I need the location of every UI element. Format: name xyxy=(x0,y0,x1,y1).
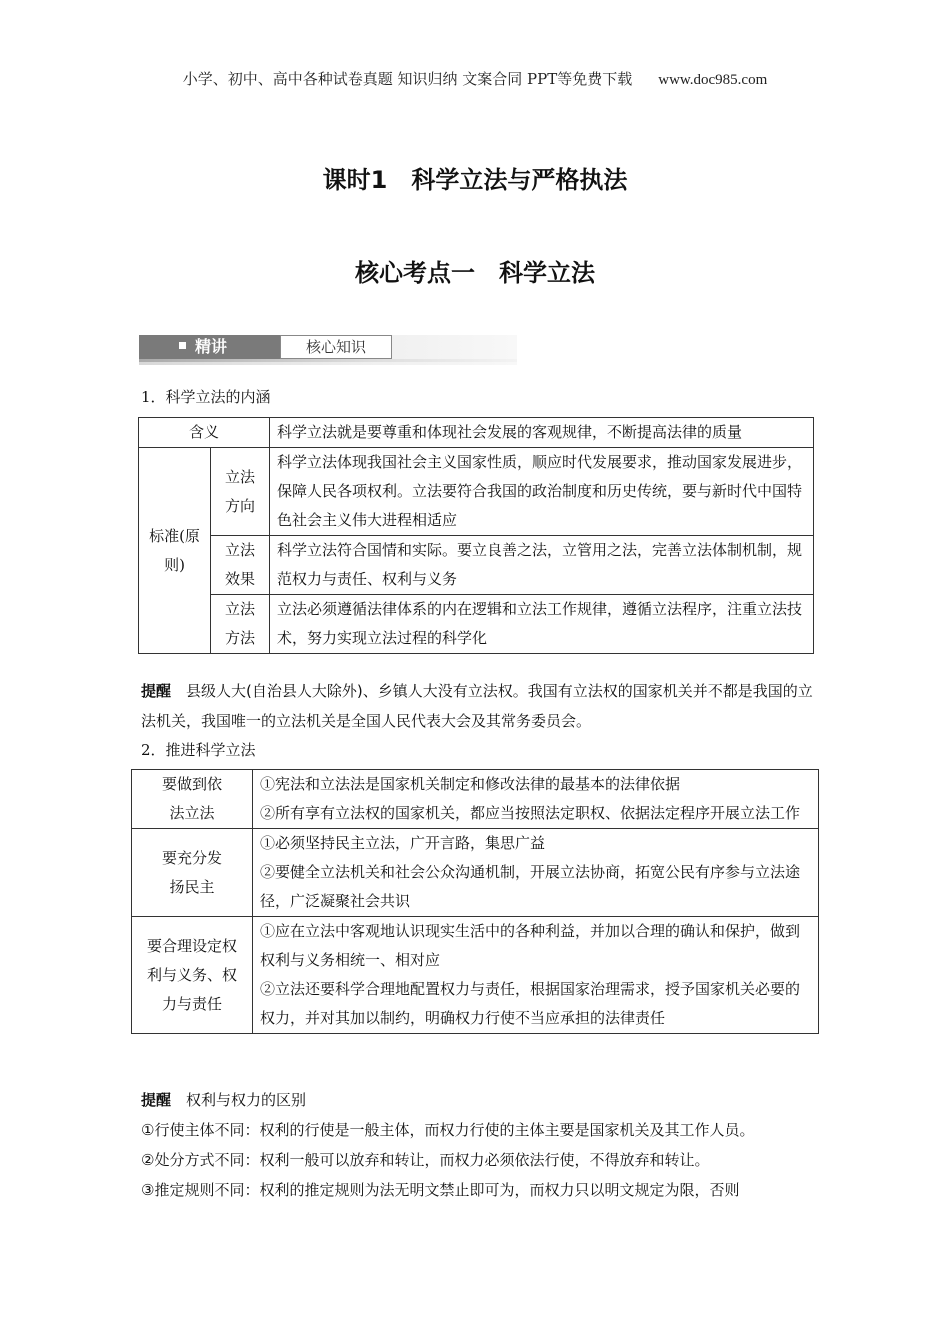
banner-tag xyxy=(139,335,280,359)
meaning-text: 科学立法就是要尊重和体现社会发展的客观规律，不断提高法律的质量 xyxy=(270,418,814,448)
topic-subtitle: 核心考点一 科学立法 xyxy=(355,259,595,287)
standard-label xyxy=(139,448,211,654)
lesson-title: 课时1 科学立法与严格执法 xyxy=(322,166,628,194)
row-label xyxy=(132,829,253,917)
row-label xyxy=(132,917,253,1034)
row-text: 立法必须遵循法律体系的内在逻辑和立法工作规律，遵循立法程序，注重立法技术，努力实现立法过程的科学化 xyxy=(270,595,814,654)
section-banner xyxy=(139,335,517,365)
table-row xyxy=(139,536,814,595)
banner-underline xyxy=(139,359,517,362)
list-item: ③推定规则不同：权利的推定规则为法无明文禁止即可为，而权力只以明文规定为限，否则 xyxy=(141,1181,740,1199)
legislation-meaning-table xyxy=(138,417,814,654)
advance-legislation-table xyxy=(131,769,819,1034)
list-item: ①应在立法中客观地认识现实生活中的各种利益，并加以合理的确认和保护，做到权利与义务相统一、相对应 xyxy=(260,922,801,969)
table-row xyxy=(139,448,814,536)
square-bullet-icon xyxy=(179,342,186,349)
row-content xyxy=(253,829,819,917)
list-item: ①行使主体不同：权利的行使是一般主体，而权力行使的主体主要是国家机关及其工作人员。 xyxy=(141,1121,755,1139)
section1-heading: 1．科学立法的内涵 xyxy=(141,388,271,406)
reminder-text: 县级人大(自治县人大除外)、乡镇人大没有立法权。我国有立法权的国家机关并不都是我国的立法机关，我国唯一的立法机关是全国人民代表大会及其常务委员会。 xyxy=(141,682,813,730)
table-row xyxy=(132,917,819,1034)
table-row xyxy=(132,770,819,829)
row-label-text: 要充分发扬民主 xyxy=(161,848,222,896)
reminder-title: 权利与权力的区别 xyxy=(186,1091,307,1109)
row-text: 科学立法体现我国社会主义国家性质，顺应时代发展要求，推动国家发展进步，保障人民各项权利。立法要符合我国的政治制度和历史传统，要与新时代中国特色社会主义伟大进程相适应 xyxy=(270,448,814,536)
row-label xyxy=(211,536,270,595)
row-label-text: 要合理设定权利与义务、权力与责任 xyxy=(146,936,237,1013)
meaning-label: 含义 xyxy=(139,418,270,448)
table-row xyxy=(139,418,814,448)
page-header-watermark xyxy=(0,68,950,89)
list-item: ②立法还要科学合理地配置权力与责任，根据国家治理需求，授予国家机关必要的权力，并对其加以制约，明确权力行使不当应承担的法律责任 xyxy=(260,980,801,1027)
table-row xyxy=(132,829,819,917)
list-item: ②所有享有立法权的国家机关，都应当按照法定职权、依据法定程序开展立法工作 xyxy=(260,804,801,822)
list-item: ①宪法和立法法是国家机关制定和修改法律的最基本的法律依据 xyxy=(260,775,681,793)
row-content xyxy=(253,917,819,1034)
section2-heading: 2．推进科学立法 xyxy=(141,741,256,759)
list-item: ①必须坚持民主立法，广开言路，集思广益 xyxy=(260,834,546,852)
reminder-heading xyxy=(141,1085,826,1115)
row-content xyxy=(253,770,819,829)
row-label-text: 立法方向 xyxy=(224,467,255,515)
banner-label: 核心知识 xyxy=(280,335,392,359)
watermark-url: www.doc985.com xyxy=(658,72,768,88)
banner-tag-text: 精讲 xyxy=(195,337,228,356)
list-item: ②要健全立法机关和社会公众沟通机制，开展立法协商，拓宽公民有序参与立法途径，广泛凝聚社会共识 xyxy=(260,863,801,910)
watermark-text: 小学、初中、高中各种试卷真题 知识归纳 文案合同 PPT等免费下载 xyxy=(182,70,633,88)
reminder-1 xyxy=(141,676,816,736)
row-label-text: 立法方法 xyxy=(224,600,255,647)
row-label xyxy=(211,595,270,654)
standard-label-text: 标准(原则) xyxy=(149,526,200,574)
reminder-label: 提醒 xyxy=(141,682,172,700)
row-label-text: 立法效果 xyxy=(224,541,255,588)
row-label xyxy=(211,448,270,536)
row-label xyxy=(132,770,253,829)
list-item: ②处分方式不同：权利一般可以放弃和转让，而权力必须依法行使，不得放弃和转让。 xyxy=(141,1151,710,1169)
row-text: 科学立法符合国情和实际。要立良善之法，立管用之法，完善立法体制机制，规范权力与责任、权利与义务 xyxy=(270,536,814,595)
table-row xyxy=(139,595,814,654)
row-label-text: 要做到依法立法 xyxy=(161,775,222,822)
reminder-label: 提醒 xyxy=(141,1091,172,1109)
reminder-2 xyxy=(141,1085,826,1205)
